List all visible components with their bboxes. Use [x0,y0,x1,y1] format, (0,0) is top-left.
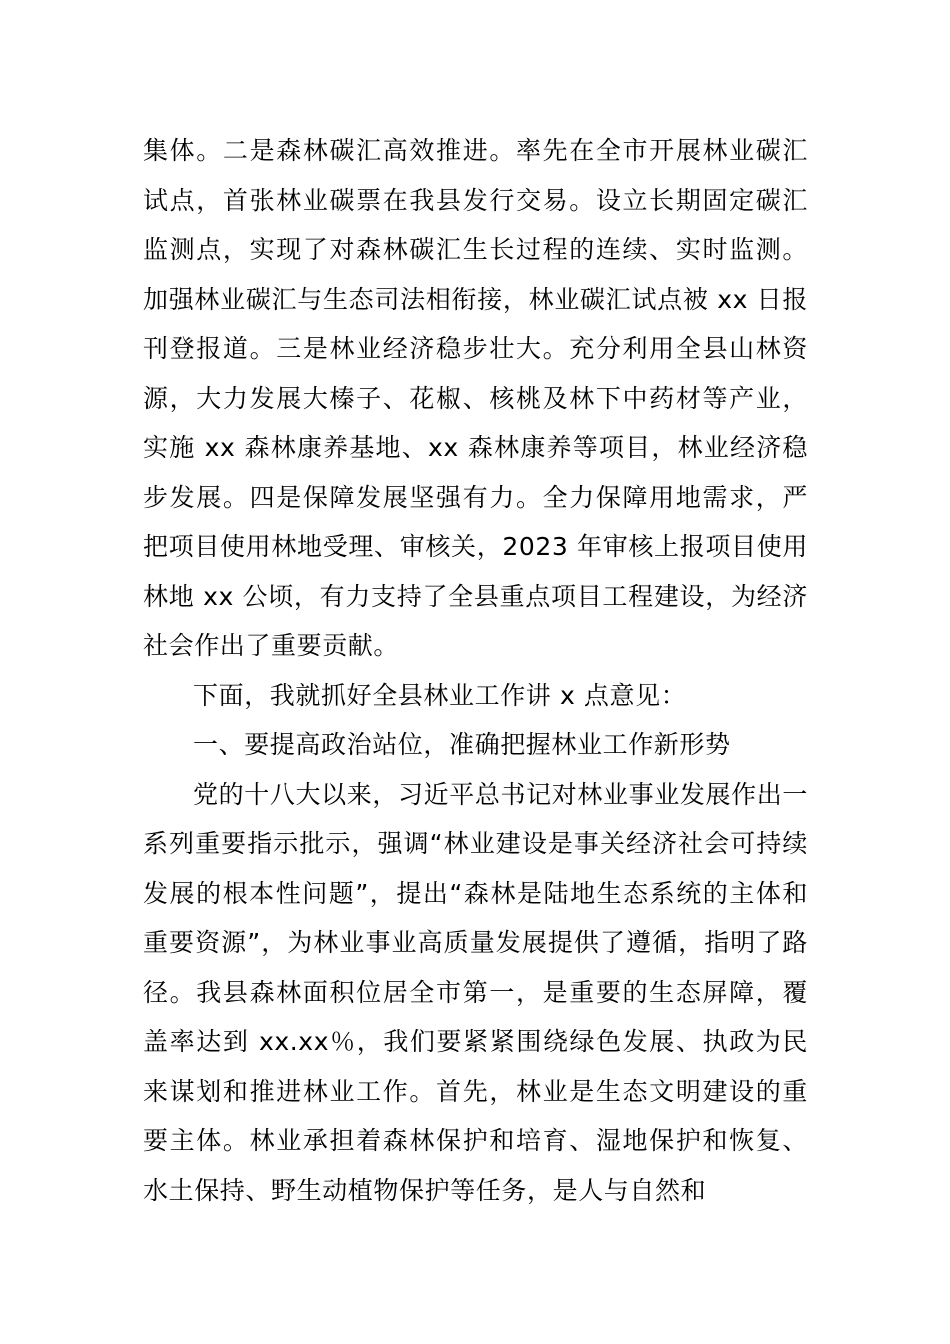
paragraph-body: 党的十八大以来，习近平总书记对林业事业发展作出一系列重要指示批示，强调“林业建设是事关经济社会可持续发展的根本性问题”，提出“森林是陆地生态系统的主体和重要资源”，为林业事业高质量发展提供了遵循，指明了路径。我县森林面积位居全市第一，是重要的生态屏障，覆盖率达到 xx.xx％，我们要紧紧围绕绿色发展、执政为民来谋划和推进林业工作。首先，林业是生态文明建设的重要主体。林业承担着森林保护和培育、湿地保护和恢复、水土保持、野生动植物保护等任务，是人与自然和 [143,779,808,1205]
paragraph-continuation: 集体。二是森林碳汇高效推进。率先在全市开展林业碳汇试点，首张林业碳票在我县发行交易。设立长期固定碳汇监测点，实现了对森林碳汇生长过程的连续、实时监测。加强林业碳汇与生态司法相衔接，林业碳汇试点被 xx 日报刊登报道。三是林业经济稳步壮大。充分利用全县山林资源，大力发展大榛子、花椒、核桃及林下中药材等产业，实施 xx 森林康养基地、xx 森林康养等项目，林业经济稳步发展。四是保障发展坚强有力。全力保障用地需求，严把项目使用林地受理、审核关，2023 年审核上报项目使用林地 xx 公顷，有力支持了全县重点项目工程建设，为经济社会作出了重要贡献。 [143,136,808,660]
document-body [143,126,808,1215]
section-heading: 一、要提高政治站位，准确把握林业工作新形势 [193,730,731,759]
paragraph-intro: 下面，我就抓好全县林业工作讲 x 点意见： [193,680,687,710]
